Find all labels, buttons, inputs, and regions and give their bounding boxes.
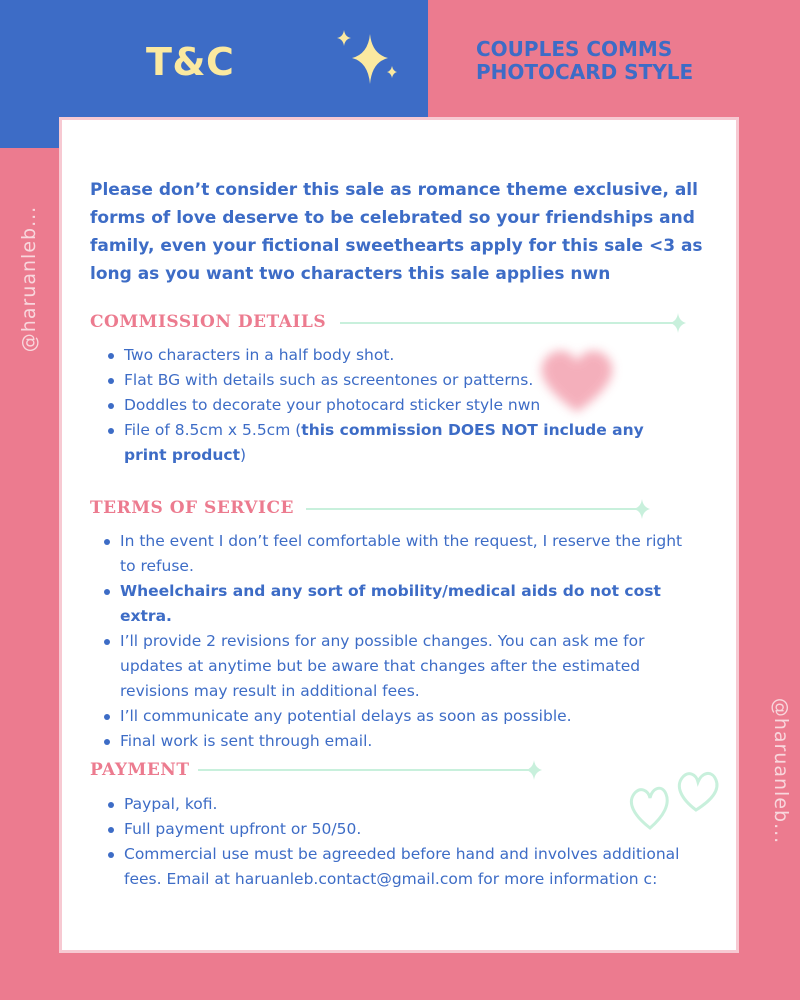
side-handle-left: @haruanleb...	[18, 205, 41, 353]
payment-title: PAYMENT	[90, 760, 190, 780]
subtitle-line-2: PHOTOCARD STYLE	[476, 60, 694, 84]
no-print-note: this commission DOES NOT include any print product	[124, 421, 644, 464]
list-item: Commercial use must be agreeded before hand and involves additional fees. Email at haruanleb.contact@gmail.com for more information c:	[106, 842, 696, 892]
hearts-doodle-icon	[626, 766, 726, 836]
tos-list	[102, 529, 702, 754]
list-item: Flat BG with details such as screentones or patterns.	[106, 368, 686, 393]
sparkles-icon	[330, 26, 410, 96]
commission-title: COMMISSION DETAILS	[90, 312, 327, 332]
list-item: Wheelchairs and any sort of mobility/medical aids do not cost extra.	[102, 579, 702, 629]
list-item: Final work is sent through email.	[102, 729, 702, 754]
payment-list	[106, 792, 696, 892]
file-size-text: File of 8.5cm x 5.5cm (	[124, 421, 302, 439]
sparkle-divider	[340, 313, 692, 333]
page-title: T&C	[146, 40, 235, 84]
list-item: Full payment upfront or 50/50.	[106, 817, 696, 842]
page-subtitle	[476, 38, 776, 84]
subtitle-line-1: COUPLES COMMS	[476, 37, 673, 61]
list-item: I’ll communicate any potential delays as soon as possible.	[102, 704, 702, 729]
side-handle-right: @haruanleb...	[770, 697, 793, 845]
list-item: I’ll provide 2 revisions for any possible changes. You can ask me for updates at anytime but be aware that changes after the estimated revisions may result in additional fees.	[102, 629, 702, 704]
list-item	[106, 418, 686, 468]
sparkle-divider	[198, 760, 548, 780]
content-card	[62, 120, 736, 950]
list-item: In the event I don’t feel comfortable with the request, I reserve the right to refuse.	[102, 529, 702, 579]
intro-paragraph: Please don’t consider this sale as romance theme exclusive, all forms of love deserve to be celebrated so your friendships and family, even your fictional sweethearts apply for this sale <3 as long as you want two characters this sale applies nwn	[90, 180, 703, 284]
list-item: Two characters in a half body shot.	[106, 343, 686, 368]
file-size-close: )	[240, 446, 247, 464]
commission-list	[106, 343, 686, 468]
sparkle-divider	[306, 499, 656, 519]
list-item: Doddles to decorate your photocard sticker style nwn	[106, 393, 686, 418]
list-item: Paypal, kofi.	[106, 792, 696, 817]
tos-title: TERMS OF SERVICE	[90, 498, 294, 518]
